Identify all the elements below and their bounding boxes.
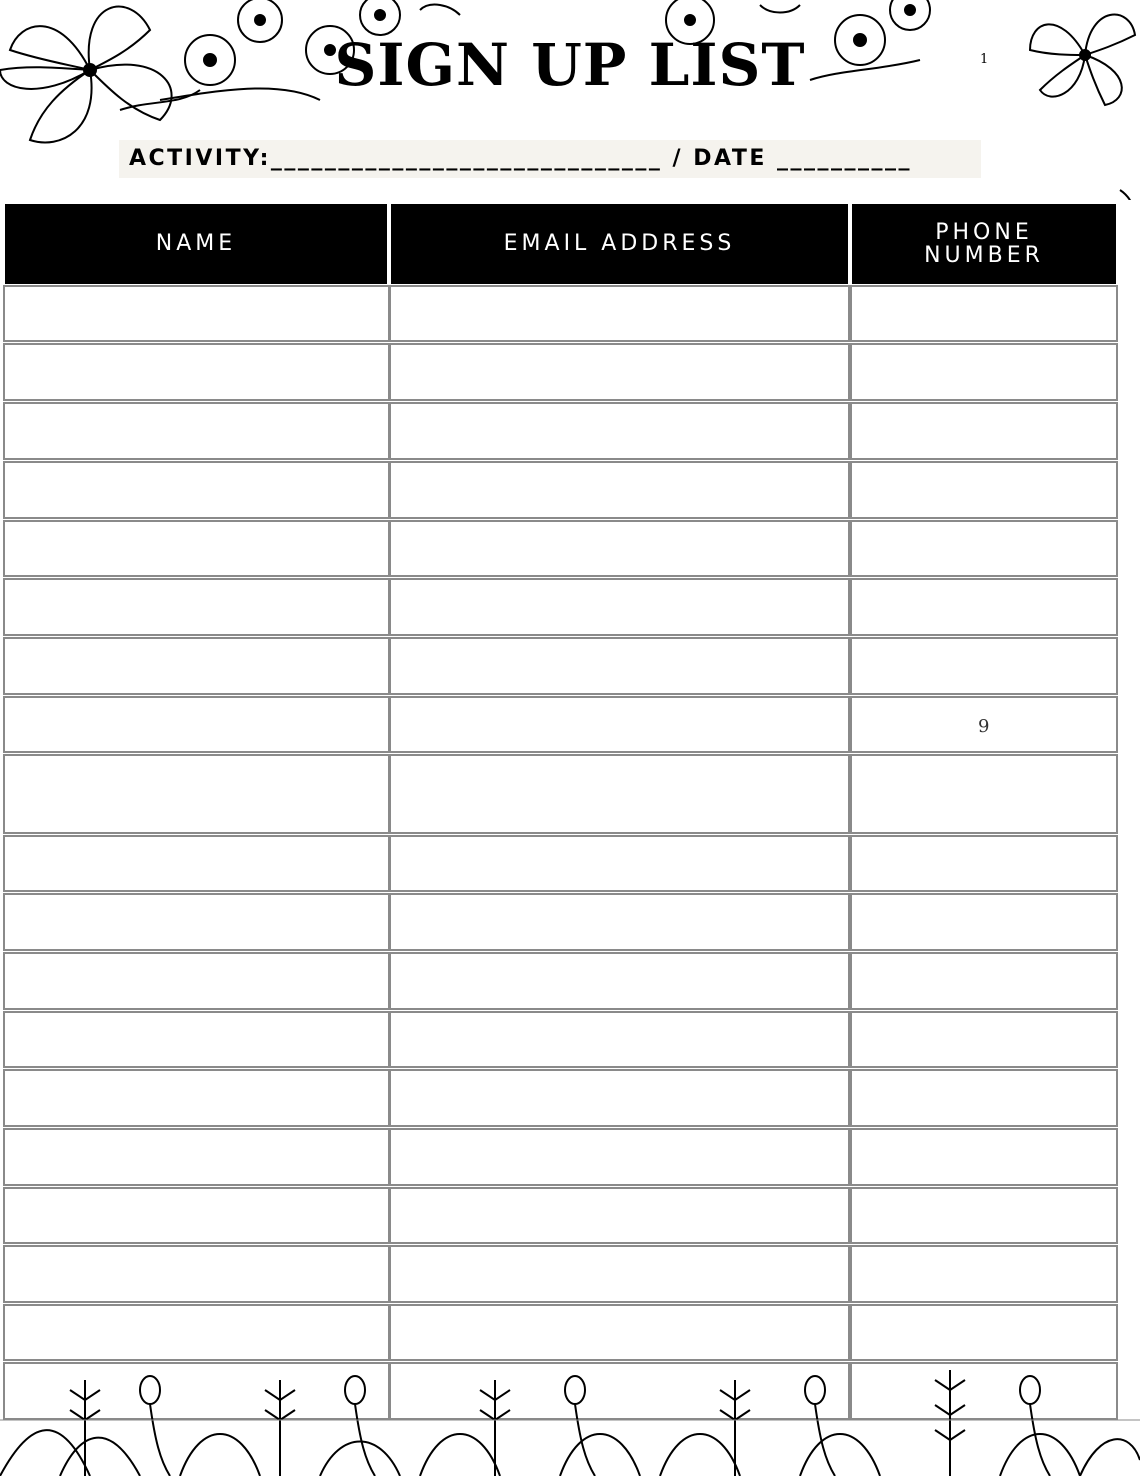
email-cell[interactable] [389,1304,850,1361]
phone-cell[interactable] [850,952,1118,1010]
name-cell[interactable] [3,285,390,342]
name-cell[interactable] [3,520,390,577]
phone-cell[interactable] [850,835,1118,892]
page-number: 1 [980,52,989,67]
header-name: NAME [5,204,387,284]
email-cell[interactable] [389,1245,850,1303]
name-cell[interactable] [3,578,390,636]
activity-date-line[interactable]: ACTIVITY:_____________________________ / DATE __________ [129,146,913,171]
phone-cell[interactable] [850,402,1118,460]
email-cell[interactable] [389,343,850,401]
name-cell[interactable] [3,952,390,1010]
phone-cell[interactable] [850,285,1118,342]
phone-cell[interactable] [850,1245,1118,1303]
activity-date-bar [119,140,981,178]
email-cell[interactable] [389,461,850,519]
email-cell[interactable] [389,835,850,892]
email-cell[interactable] [389,402,850,460]
phone-cell[interactable] [850,1128,1118,1186]
page-title: SIGN UP LIST [334,31,806,99]
email-cell[interactable] [389,1187,850,1244]
phone-cell[interactable] [850,637,1118,695]
name-cell[interactable] [3,1304,390,1361]
phone-cell[interactable] [850,461,1118,519]
email-cell[interactable] [389,1128,850,1186]
phone-cell[interactable] [850,754,1118,834]
name-cell[interactable] [3,1011,390,1068]
floral-border-icon [0,1360,1140,1476]
email-cell[interactable] [389,754,850,834]
phone-cell-text: 9 [978,716,990,737]
name-cell[interactable] [3,835,390,892]
name-cell[interactable] [3,1187,390,1244]
phone-cell[interactable] [850,1069,1118,1127]
name-cell[interactable] [3,754,390,834]
phone-cell[interactable] [850,343,1118,401]
email-cell[interactable] [389,285,850,342]
phone-cell[interactable] [850,1011,1118,1068]
email-cell[interactable] [389,952,850,1010]
phone-cell[interactable] [850,893,1118,951]
name-cell[interactable] [3,637,390,695]
email-cell[interactable] [389,520,850,577]
phone-cell[interactable] [850,1304,1118,1361]
header-email-address: EMAIL ADDRESS [391,204,848,284]
name-cell[interactable] [3,343,390,401]
name-cell[interactable] [3,1128,390,1186]
email-cell[interactable] [389,1011,850,1068]
name-cell[interactable] [3,461,390,519]
phone-cell[interactable] [850,520,1118,577]
name-cell[interactable] [3,696,390,753]
header-phone-number: PHONE NUMBER [852,204,1116,284]
phone-cell[interactable] [850,1187,1118,1244]
email-cell[interactable] [389,1069,850,1127]
name-cell[interactable] [3,402,390,460]
email-cell[interactable] [389,637,850,695]
email-cell[interactable] [389,893,850,951]
name-cell[interactable] [3,1069,390,1127]
email-cell[interactable] [389,578,850,636]
email-cell[interactable] [389,696,850,753]
name-cell[interactable] [3,1245,390,1303]
phone-cell[interactable] [850,578,1118,636]
name-cell[interactable] [3,893,390,951]
